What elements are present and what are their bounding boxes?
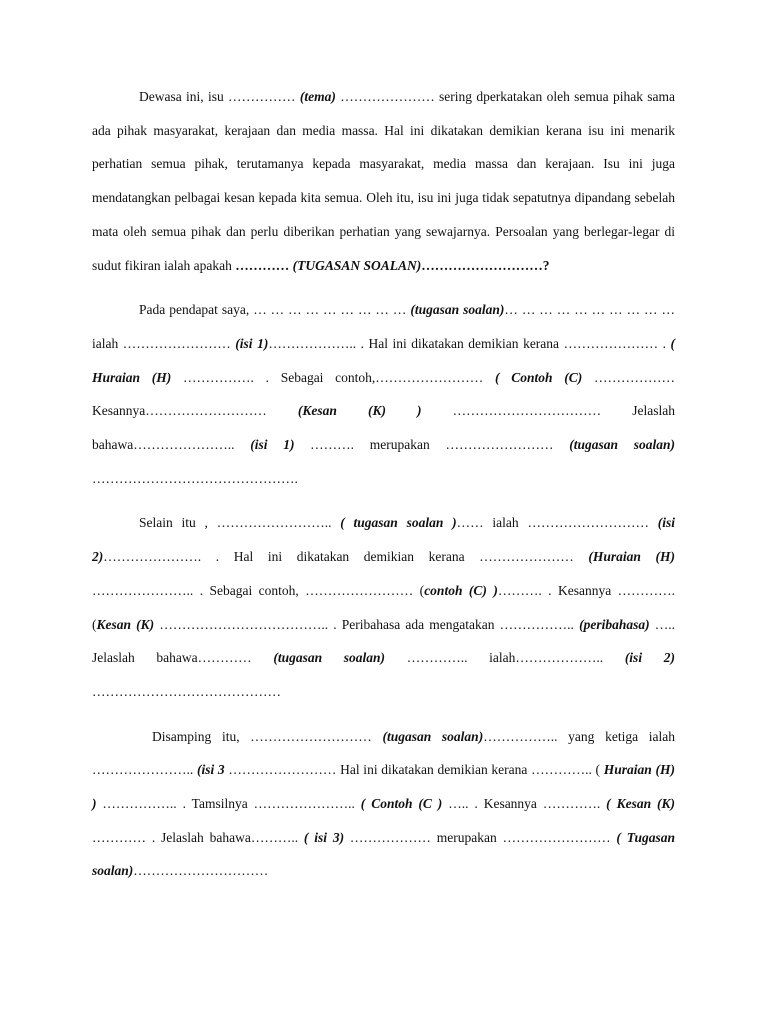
body-text: ………. merupakan …………………… [294,437,570,453]
body-text: …………….. . Tamsilnya ………………….. [96,796,361,812]
placeholder-label: (tugasan soalan) [273,650,386,666]
body-text: ….. . Kesannya …………. [442,796,607,812]
body-text: …………………………………… [92,683,281,699]
body-text: ……………………………….. . Peribahasa ada mengatakan …………….. [154,616,580,632]
body-text: ………………………………………. [92,470,298,486]
body-text: …………….. yang ketiga ialah ………………….. [92,728,676,778]
placeholder-label: ( Huraian (H) [92,335,675,385]
body-text: … … … … … … … … … … ialah …………………… [92,302,676,351]
placeholder-label: ( isi 3) [303,829,345,845]
body-text: …… ialah ……………………… [456,515,658,531]
body-text: ….. Jelaslah bahawa………… [92,616,676,666]
placeholder-label: (isi 1) [235,335,269,351]
body-text: …………………………… Jelaslah bahawa………………….. [92,403,675,453]
body-text: Dewasa ini, isu …………… [139,89,300,104]
placeholder-label: ( Contoh (C) [495,369,583,385]
body-text: …………………. . Hal ini dikatakan demikian kerana ………………… [103,549,589,565]
placeholder-label: contoh (C) ) [424,582,498,598]
body-text: Pada pendapat saya, … … … … … … … … … [139,302,411,318]
paragraph-introduction [92,80,675,282]
placeholder-label: (tema) [299,89,336,104]
paragraph-point-2 [92,506,675,708]
placeholder-label: (Kesan (K) ) [297,403,422,419]
body-text: ………………….. . Sebagai contoh, …………………… ( [92,582,425,598]
body-text: ………………………… [133,863,269,879]
body-text: ……………….. . Hal ini dikatakan demikian kerana ………………… . [268,335,671,351]
body-text: ………. . Kesannya …………. ( [92,582,676,632]
placeholder-label: (Huraian (H) [588,549,675,565]
placeholder-label: (TUGASAN SOALAN) [289,257,422,273]
body-text: ………………… sering dperkatakan oleh semua pihak sama ada pihak masyarakat, kerajaan dan media massa. Hal ini dikatakan demikian kerana isu ini menarik perhatian semua pihak, terutamanya kepada masyarakat, media massa dan kerajaan. Isu ini juga mendatangkan pelbagai kesan kepada kita semua. Oleh itu, isu ini juga tidak sepatutnya dipandang sebelah mata oleh semua pihak dan perlu diberikan perhatian yang sewajarnya. Persoalan yang berlegar-legar di sudut fikiran ialah apakah [92,89,676,273]
placeholder-label: (isi 2) [624,650,675,666]
placeholder-label: (peribahasa) [579,616,650,632]
body-text: Disamping itu, ……………………… [152,728,383,744]
paragraph-point-3 [92,720,675,889]
placeholder-label: ( tugasan soalan ) [340,515,457,531]
placeholder-label: (isi 3 [196,762,225,778]
placeholder-label: ( Tugasan soalan) [92,829,675,879]
placeholder-label: ( Kesan (K) [606,796,675,812]
paragraph-point-1 [92,293,675,495]
placeholder-label: ( Contoh (C ) [360,796,443,812]
body-text: …………………… Hal ini dikatakan demikian kerana ………….. ( [224,762,604,778]
placeholder-label: (isi 1) [250,437,295,453]
placeholder-label: (isi 2) [92,515,675,565]
bold-filler: ………………………? [421,257,550,273]
body-text: ………… . Jelaslah bahawa……….. [92,829,304,845]
placeholder-label: (tugasan soalan) [382,728,484,744]
body-text: ………….. ialah……………….. [385,650,625,666]
placeholder-label: Kesan (K) [96,616,155,632]
body-text: Selain itu , …………………….. [139,515,341,531]
placeholder-label: (tugasan soalan) [569,437,675,453]
placeholder-label: (tugasan soalan) [410,302,505,318]
essay-template-document [92,80,675,888]
body-text: ……………… Kesannya……………………… [92,369,675,419]
bold-filler: ………… [235,257,290,273]
body-text: ……………. . Sebagai contoh,…………………… [171,369,496,385]
body-text: ……………… merupakan …………………… [344,829,617,845]
placeholder-label: Huraian (H) ) [92,762,675,812]
